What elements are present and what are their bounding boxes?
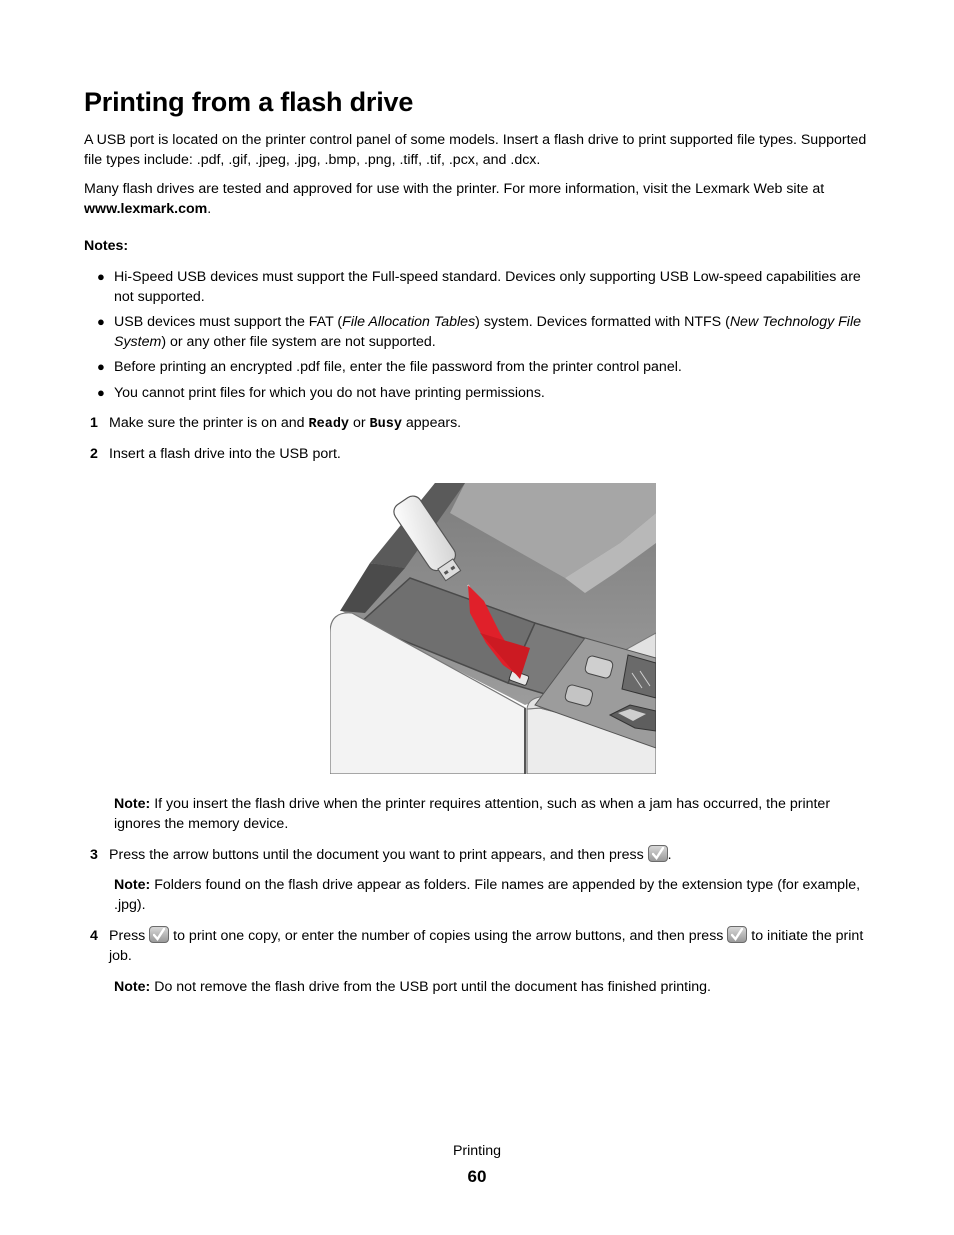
text-fragment: .	[667, 847, 672, 863]
text-fragment: Press	[109, 928, 150, 944]
ready-status-text: Ready	[308, 417, 350, 432]
ntfs-term: New Technology File System	[114, 314, 861, 350]
text-fragment: Press the arrow buttons until the document you want to print appears, and then press	[109, 847, 648, 863]
step-number: 1	[90, 415, 98, 431]
text-fragment: to print one copy, or enter the number of copies using the arrow buttons, and then press	[169, 928, 728, 944]
note-text: If you insert the flash drive when the printer requires attention, such as when a jam has occurred, the printer ignores the memory device.	[114, 796, 831, 832]
printer-usb-insertion-image	[330, 483, 656, 774]
note-label: Note:	[114, 979, 151, 995]
checkmark-icon	[648, 845, 668, 862]
text-fragment: to initiate the print job.	[109, 928, 864, 964]
text-fragment: or	[349, 415, 370, 431]
checkmark-icon	[149, 926, 169, 943]
text-fragment: ) or any other file system are not supported.	[161, 334, 436, 350]
footer-section: Printing	[452, 1143, 502, 1159]
intro-paragraph-2	[84, 179, 874, 219]
busy-status-text: Busy	[369, 417, 402, 432]
note-text: Do not remove the flash drive from the USB port until the document has finished printing.	[150, 979, 711, 995]
bullet-dot-icon: ●	[97, 385, 105, 400]
step-text	[109, 845, 874, 865]
bullet-dot-icon: ●	[97, 359, 105, 374]
intro-paragraph-2-text: Many flash drives are tested and approved for use with the printer. For more information, visit the Lexmark Web site at	[84, 181, 825, 197]
flash-drive-illustration	[330, 483, 656, 774]
text-fragment: ) system. Devices formatted with NTFS (	[475, 314, 730, 330]
note-folders	[114, 875, 876, 915]
step-number: 2	[90, 446, 98, 462]
checkmark-icon	[727, 926, 747, 943]
step-number: 4	[90, 928, 98, 944]
page-title: Printing from a flash drive	[84, 87, 414, 117]
note-label: Note:	[114, 877, 151, 893]
step-number: 3	[90, 847, 98, 863]
page-number: 60	[467, 1167, 487, 1186]
text-fragment: appears.	[401, 415, 462, 431]
note-remove	[114, 977, 876, 997]
period: .	[207, 201, 212, 217]
bullet-text: Hi-Speed USB devices must support the Full-speed standard. Devices only supporting USB Low-speed capabilities are not supported.	[114, 269, 861, 305]
bullet-text	[114, 312, 874, 352]
bullet-dot-icon: ●	[97, 314, 105, 329]
note-label: Note:	[114, 796, 151, 812]
step-text: Insert a flash drive into the USB port.	[109, 446, 341, 462]
bullet-text: You cannot print files for which you do not have printing permissions.	[114, 385, 545, 401]
lexmark-website-link[interactable]: www.lexmark.com	[84, 201, 208, 217]
bullet-text: Before printing an encrypted .pdf file, enter the file password from the printer control panel.	[114, 359, 682, 375]
step-text	[109, 413, 874, 435]
notes-heading: Notes:	[84, 238, 129, 254]
intro-paragraph-1: A USB port is located on the printer control panel of some models. Insert a flash drive to print supported file types. Supported file types include: .pdf, .gif, .jpeg, .jpg, .bmp, .png, .tiff, .tif, .pcx, and .dcx.	[84, 132, 867, 168]
note-text: Folders found on the flash drive appear as folders. File names are appended by the extension type (for example, .jpg).	[114, 877, 861, 913]
bullet-dot-icon: ●	[97, 269, 105, 284]
text-fragment: USB devices must support the FAT (	[114, 314, 343, 330]
text-fragment: Make sure the printer is on and	[109, 415, 309, 431]
step-text	[109, 926, 874, 966]
note-attention	[114, 794, 876, 834]
fat-term: File Allocation Tables	[342, 314, 476, 330]
